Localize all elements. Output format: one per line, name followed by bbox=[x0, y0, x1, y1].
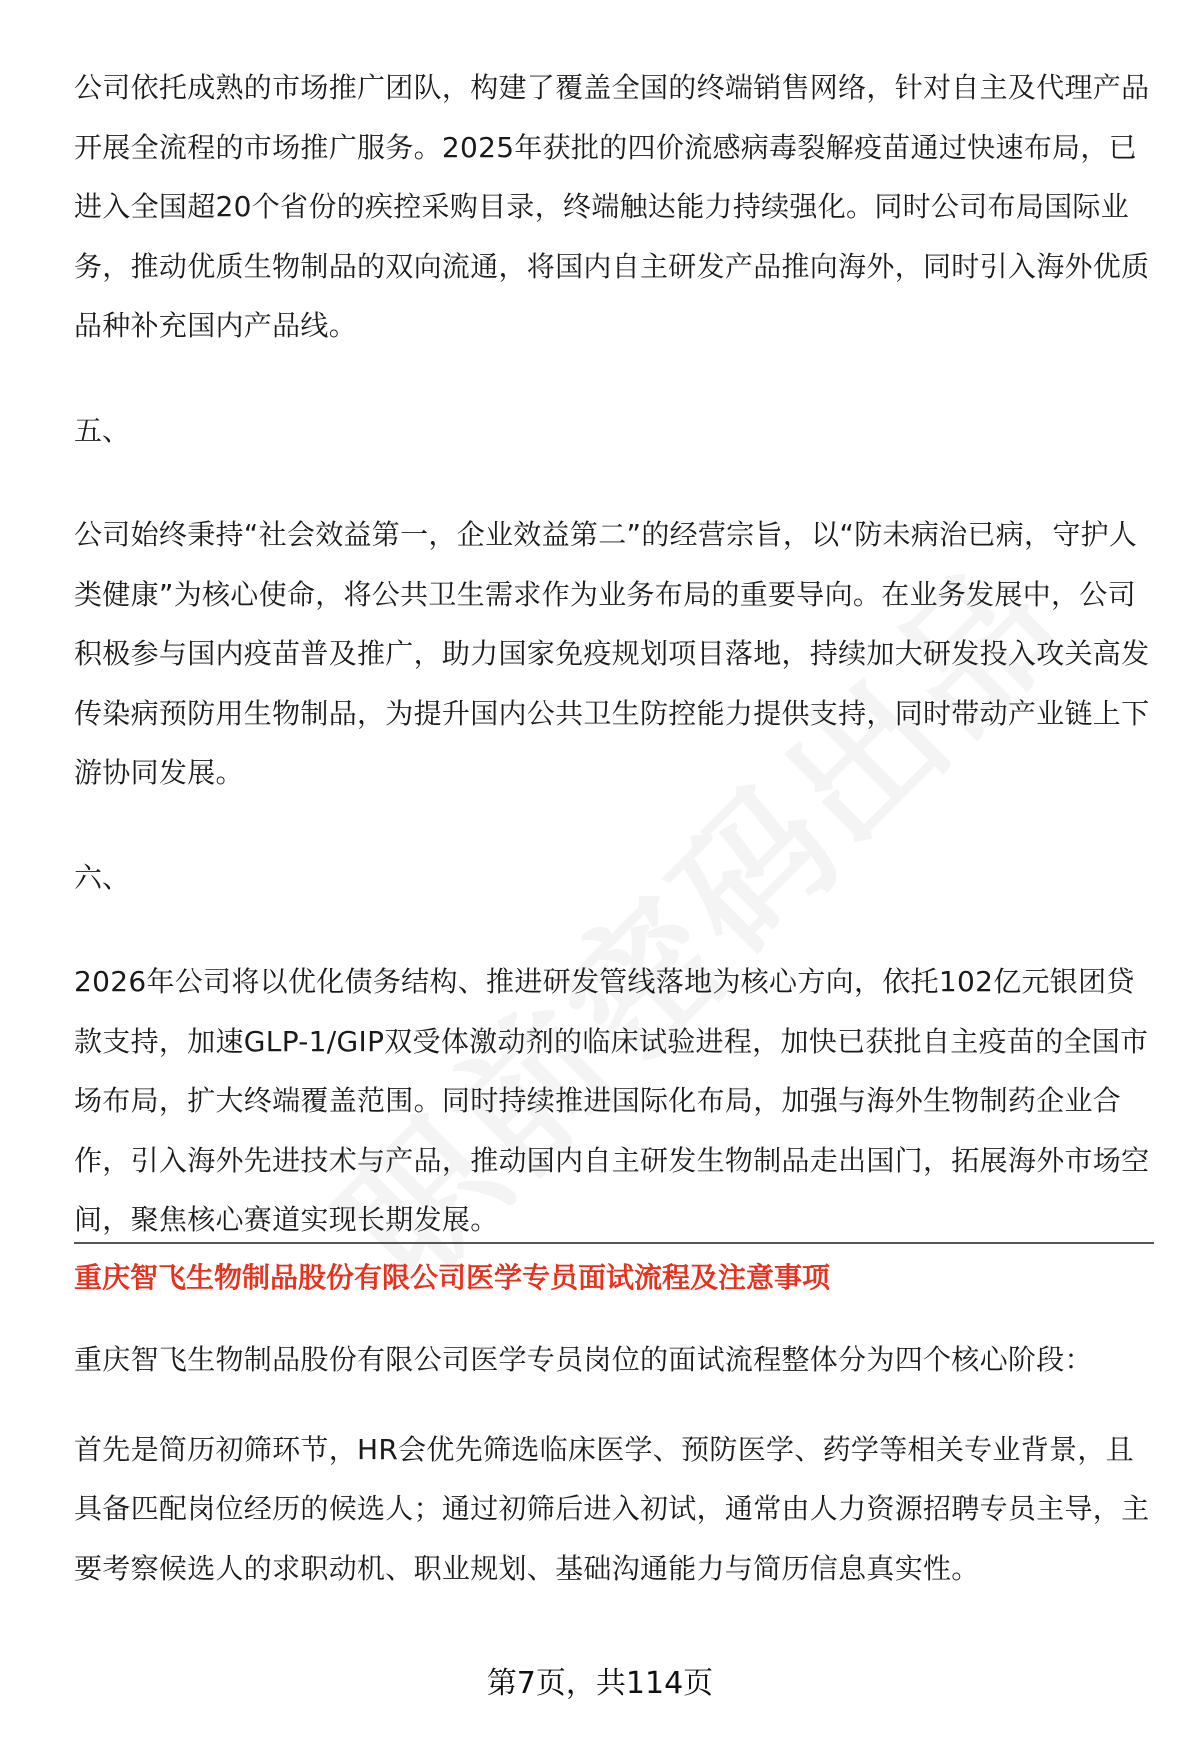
paragraph-social-benefit: 公司始终秉持“社会效益第一，企业效益第二”的经营宗旨，以“防未病治已病，守护人类健康”为核心使命，将公共卫生需求作为业务布局的重要导向。在业务发展中，公司积极参与国内疫苗普及推广，助力国家免疫规划项目落地，持续加大研发投入攻关高发传染病预防用生物制品，为提升国内公共卫生防控能力提供支持，同时带动产业链上下游协同发展。 bbox=[74, 518, 1150, 789]
heading-five: 五、 bbox=[74, 413, 131, 447]
page-number: 第7页，共114页 bbox=[486, 1666, 714, 1701]
interview-section bbox=[74, 1330, 1154, 1598]
paragraph-market-promotion: 公司依托成熟的市场推广团队，构建了覆盖全国的终端销售网络，针对自主及代理产品开展全流程的市场推广服务。2025年获批的四价流感病毒裂解疫苗通过快速布局，已进入全国超20个省份的疾控采购目录，终端触达能力持续强化。同时公司布局国际业务，推动优质生物制品的双向流通，将国内自主研发产品推向海外，同时引入海外优质品种补充国内产品线。 bbox=[74, 71, 1150, 342]
section-title: 重庆智飞生物制品股份有限公司医学专员面试流程及注意事项 bbox=[74, 1261, 831, 1294]
document-body bbox=[74, 58, 1154, 1250]
paragraph-interview-intro: 重庆智飞生物制品股份有限公司医学专员岗位的面试流程整体分为四个核心阶段： bbox=[74, 1343, 1093, 1376]
section-divider bbox=[74, 1242, 1154, 1244]
heading-six: 六、 bbox=[74, 860, 131, 894]
paragraph-interview-stage-one: 首先是简历初筛环节，HR会优先筛选临床医学、预防医学、药学等相关专业背景，且具备匹配岗位经历的候选人；通过初筛后进入初试，通常由人力资源招聘专员主导，主要考察候选人的求职动机、职业规划、基础沟通能力与简历信息真实性。 bbox=[74, 1432, 1150, 1585]
paragraph-2026-plan: 2026年公司将以优化债务结构、推进研发管线落地为核心方向，依托102亿元银团贷款支持，加速GLP-1/GIP双受体激动剂的临床试验进程，加快已获批自主疫苗的全国市场布局，扩大终端覆盖范围。同时持续推进国际化布局，加强与海外生物制药企业合作，引入海外先进技术与产品，推动国内自主研发生物制品走出国门，拓展海外市场空间，聚焦核心赛道实现长期发展。 bbox=[74, 965, 1150, 1236]
